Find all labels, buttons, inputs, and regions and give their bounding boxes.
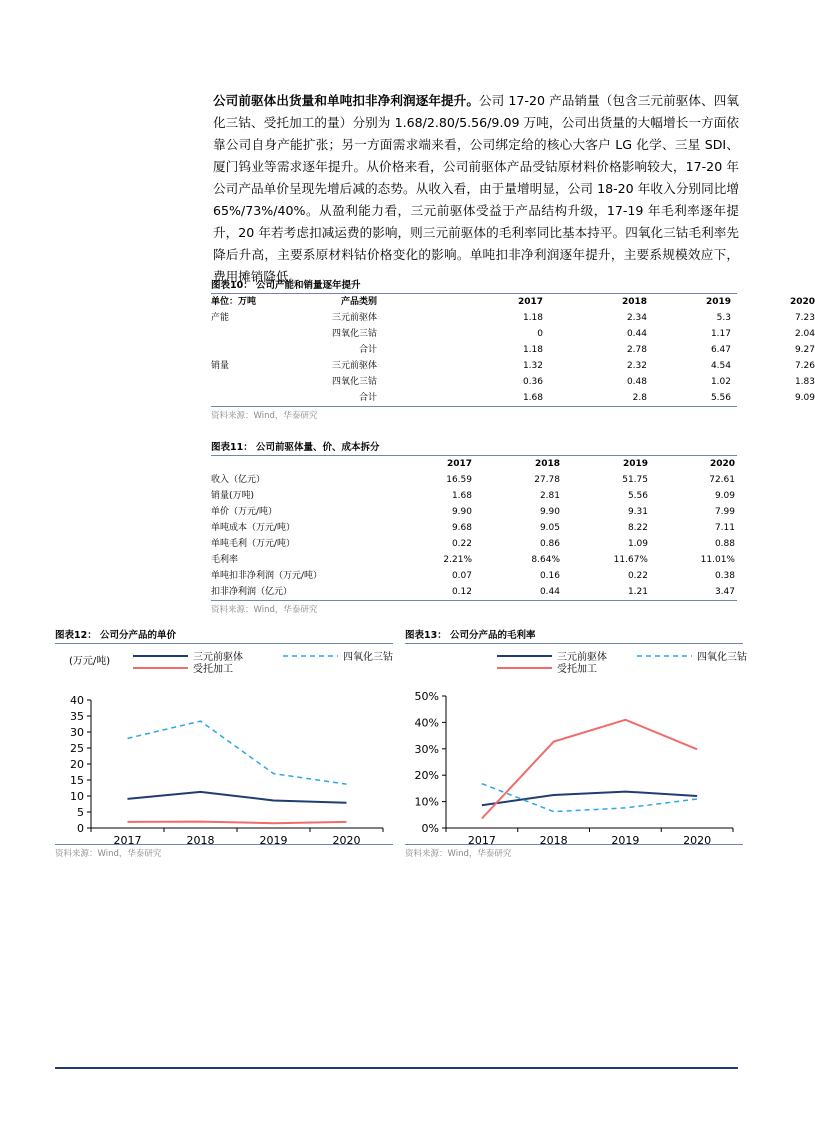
table-cell: 3.47 [714,587,735,597]
paragraph-body: 公司 17-20 产品销量（包含三元前驱体、四氧化三钴、受托加工的量）分别为 1.68/2.80/5.56/9.09 万吨，公司出货量的大幅增长一方面依靠公司自身产能扩张；另一方面需求端来看，公司绑定给的核心大客户 LG 化学、三星 SDI、厦门钨业等需求逐年提升。从价格来看，公司前驱体产品受钴原材料价格影响较大，17-20 年公司产品单价呈现先增后减的态势。从收入看，由于量增明显，公司 18-20 年收入分别同比增 65%/73%/40%。从盈利能力看，三元前驱体受益于产品结构升级，17-19 年毛利率逐年提升，20 年若考虑扣减运费的影响，则三元前驱体的毛利率同比基本持平。四氧化三钴毛利率先降后升高，主要系原材料钴价格变化的影响。单吨扣非净利润逐年提升，主要系规模效应下，费用摊销降低。 [213,93,739,284]
y-tick-label: 10% [414,795,439,809]
table-cell: 0.48 [626,377,647,387]
table-cell: 8.22 [627,523,648,533]
paragraph-lead: 公司前驱体出货量和单吨扣非净利润逐年提升。 [213,93,479,108]
table-cell: 1.68 [522,393,543,403]
table-row [211,520,737,536]
legend-label: 四氧化三钴 [343,652,393,663]
table-source: 资料来源：Wind，华泰研究 [211,600,737,615]
table-cell: 0.07 [451,571,472,581]
table-cell: 0.88 [714,539,735,549]
chart-gross-margin [405,627,747,859]
table-row [211,568,737,584]
legend-label: 三元前驱体 [193,652,243,663]
table-capacity-sales [211,277,815,421]
table-row [211,552,737,568]
table-header-row [211,456,737,472]
x-tick-label: 2020 [683,834,712,847]
table-cell: 16.59 [446,475,472,485]
row-label: 单吨扣非净利润（万元/吨） [211,571,323,581]
table-cell: 11.01% [700,555,735,565]
table-row [211,310,815,326]
y-tick-label: 20% [414,769,439,783]
series-line [482,784,697,812]
table-row [211,326,815,342]
table-cell: 0.38 [714,571,735,581]
category-label: 四氧化三钴 [331,329,377,339]
year-header: 2017 [446,459,472,469]
table-cell: 4.54 [710,361,731,371]
table-cell: 0.86 [539,539,560,549]
series-line [482,720,697,819]
category-label: 合计 [358,345,377,355]
y-tick-label: 0% [421,822,439,835]
table-cell: 27.78 [534,475,560,485]
table-cell: 2.21% [443,555,472,565]
row-label: 毛利率 [211,555,239,565]
y-tick-label: 5 [77,806,84,819]
table-cell: 8.64% [531,555,560,565]
table-cell: 11.67% [613,555,648,565]
table-cell: 9.09 [794,393,815,403]
x-tick-label: 2018 [539,834,568,847]
x-tick-label: 2017 [467,834,496,847]
year-header: 2017 [517,297,543,307]
y-tick-label: 30% [414,742,439,756]
category-label: 三元前驱体 [331,361,377,371]
row-label: 单价（万元/吨） [211,507,278,517]
x-tick-label: 2018 [186,834,215,847]
table-cell: 9.09 [714,491,735,501]
series-line [128,721,347,784]
table-row [211,536,737,552]
table-cell: 2.32 [626,361,647,371]
table-row [211,390,815,406]
x-tick-label: 2017 [113,834,142,847]
year-header: 2019 [622,459,648,469]
table-cell: 0.44 [539,587,560,597]
table-cell: 72.61 [709,475,735,485]
table-cell: 1.68 [451,491,472,501]
chart-unit-price [55,627,393,859]
legend-label: 受托加工 [193,664,233,675]
table-cell: 7.26 [794,361,815,371]
table-cell: 0 [537,329,543,339]
table-cell: 1.32 [522,361,543,371]
y-axis-label: (万元/吨) [69,656,111,667]
table-cell: 9.90 [539,507,560,517]
x-tick-label: 2020 [332,834,361,847]
legend-label: 四氧化三钴 [697,652,747,663]
table-cell: 6.47 [710,345,731,355]
y-tick-label: 15 [70,774,84,787]
group-label: 销量 [211,361,230,371]
footer-divider [55,1067,738,1069]
table-row [211,488,737,504]
table-cell: 1.21 [627,587,648,597]
group-label: 产能 [211,313,230,323]
table-cell: 0.22 [627,571,648,581]
unit-label: 单位：万吨 [211,297,257,307]
y-tick-label: 0 [77,822,84,835]
table-row [211,358,815,374]
table-cell: 2.34 [626,313,647,323]
table-cell: 1.17 [710,329,731,339]
row-label: 扣非净利润（亿元） [211,587,293,597]
table-cell: 7.99 [714,507,735,517]
y-tick-label: 40% [414,716,439,730]
y-tick-label: 30 [70,726,84,739]
y-tick-label: 35 [70,710,84,723]
y-tick-label: 40 [70,694,84,707]
table-cell: 0.44 [626,329,647,339]
table-cell: 9.68 [451,523,472,533]
chart-title: 图表13： 公司分产品的毛利率 [405,627,743,644]
category-label: 三元前驱体 [331,313,377,323]
y-tick-label: 10 [70,790,84,803]
y-tick-label: 20 [70,758,84,771]
table-cell: 5.3 [716,313,731,323]
table-row [211,374,815,390]
table-cell: 7.11 [714,523,735,533]
table-cell: 7.23 [794,313,815,323]
row-label: 单吨成本（万元/吨） [211,523,296,533]
chart-title: 图表12： 公司分产品的单价 [55,627,393,644]
table-cell: 0.12 [451,587,472,597]
table-cell: 0.22 [451,539,472,549]
row-label: 收入（亿元） [211,475,266,485]
category-label: 四氧化三钴 [331,377,377,387]
table-cell: 9.31 [627,507,648,517]
chart-source: 资料来源：Wind，华泰研究 [55,844,393,859]
year-header: 2018 [534,459,560,469]
chart-plot [405,644,747,847]
table-cell: 0.36 [522,377,543,387]
table-cell: 1.09 [627,539,648,549]
series-line [482,792,697,806]
table-cell: 2.8 [632,393,647,403]
table-row [211,504,737,520]
x-tick-label: 2019 [259,834,288,847]
table-cell: 51.75 [622,475,648,485]
series-line [128,822,347,824]
body-paragraph [213,90,739,288]
table-cell: 2.81 [539,491,560,501]
year-header: 2020 [789,297,815,307]
y-tick-label: 25 [70,742,84,755]
table-cell: 5.56 [627,491,648,501]
table-source: 资料来源：Wind，华泰研究 [211,406,737,421]
table-cell: 9.90 [451,507,472,517]
table-cell: 0.16 [539,571,560,581]
table-title: 图表10： 公司产能和销量逐年提升 [211,277,737,294]
table-cell: 1.18 [522,313,543,323]
table-row [211,342,815,358]
table-cell: 1.83 [794,377,815,387]
chart-plot [55,644,393,847]
category-header: 产品类别 [340,297,377,307]
y-tick-label: 50% [414,690,439,703]
series-line [128,792,347,803]
table-row [211,584,737,600]
table-cell: 2.04 [794,329,815,339]
year-header: 2018 [621,297,647,307]
legend-label: 受托加工 [557,664,597,675]
table-title: 图表11： 公司前驱体量、价、成本拆分 [211,439,737,456]
table-row [211,472,737,488]
table-cell: 9.27 [794,345,815,355]
category-label: 合计 [358,393,377,403]
table-cell: 1.02 [710,377,731,387]
table-header-row [211,294,815,310]
table-cell: 1.18 [522,345,543,355]
year-header: 2020 [709,459,735,469]
year-header: 2019 [705,297,731,307]
row-label: 销量(万吨) [211,491,255,501]
legend-label: 三元前驱体 [557,652,607,663]
table-cell: 2.78 [626,345,647,355]
chart-source: 资料来源：Wind，华泰研究 [405,844,743,859]
row-label: 单吨毛利（万元/吨） [211,539,296,549]
table-cell: 9.05 [539,523,560,533]
table-cell: 5.56 [710,393,731,403]
x-tick-label: 2019 [611,834,640,847]
table-volume-price-cost [211,439,737,615]
